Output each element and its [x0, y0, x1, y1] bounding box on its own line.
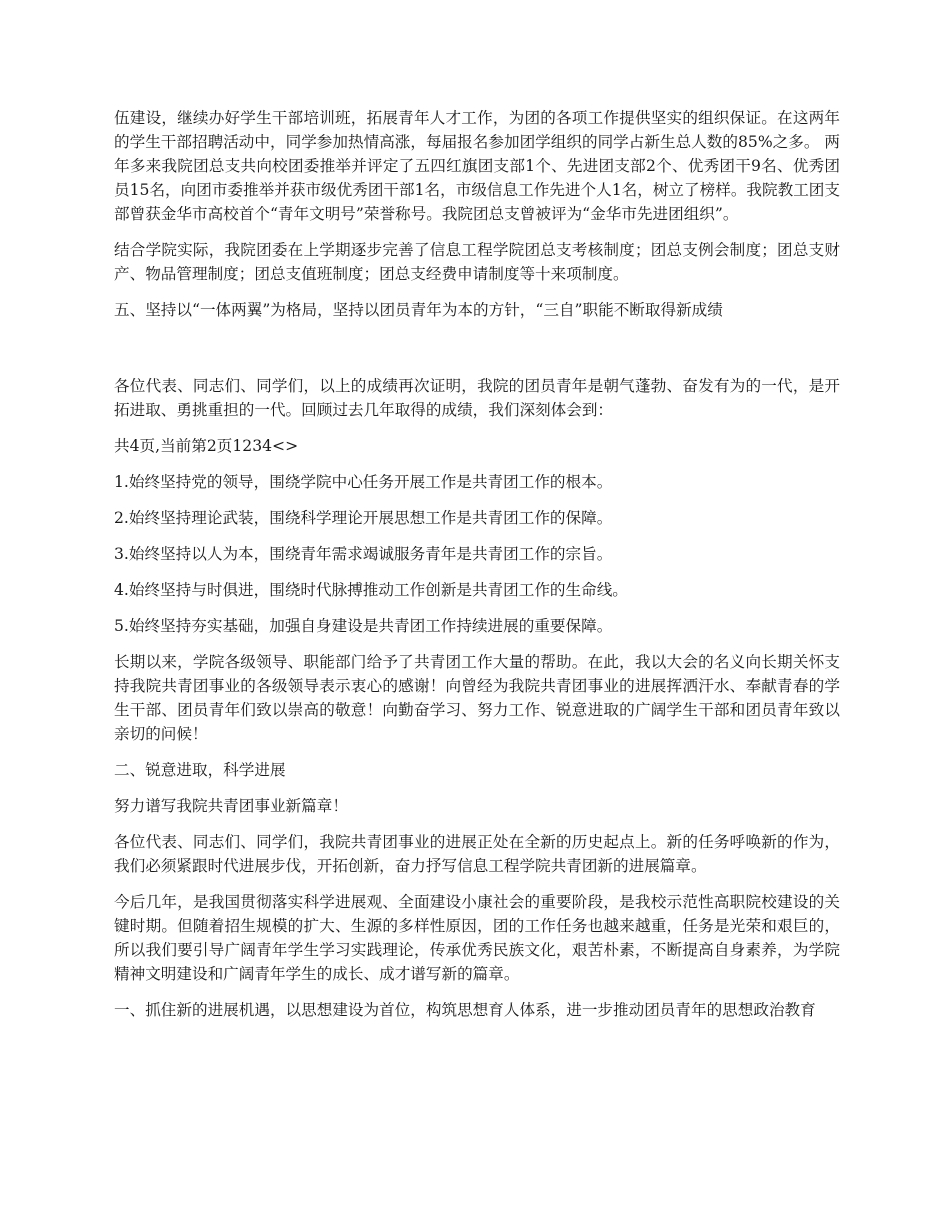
- pagination-text: 共4页,当前第2页1234<>: [114, 437, 299, 455]
- paragraph-gratitude: 长期以来，学院各级领导、职能部门给予了共青团工作大量的帮助。在此，我以大会的名义向长期关怀支持我院共青团事业的各级领导表示衷心的感谢！向曾经为我院共青团事业的进展挥洒汗水、奉献青春的学生干部、团员青年们致以崇高的敬意！向勤奋学习、努力工作、锐意进取的广阔学生干部和团员青年致以亲切的问候！: [114, 653, 840, 743]
- section-heading-one: 一、抓住新的进展机遇，以思想建设为首位，构筑思想育人体系，进一步推动团员青年的思想政治教育: [114, 1001, 816, 1019]
- section-heading-five: 五、坚持以“一体两翼”为格局，坚持以团员青年为本的方针，“三自”职能不断取得新成绩: [114, 301, 723, 319]
- paragraph-coming-years: 今后几年，是我国贯彻落实科学进展观、全面建设小康社会的重要阶段，是我校示范性高职院校建设的关键时期。但随着招生规模的扩大、生源的多样性原因，团的工作任务也越来越重，任务是光荣和艰巨的，所以我们要引导广阔青年学生学习实践理论，传承优秀民族文化，艰苦朴素，不断提高自身素养，为学院精神文明建设和广阔青年学生的成长、成才谱写新的篇章。: [114, 893, 840, 983]
- list-item-5: 5.始终坚持夯实基础，加强自身建设是共青团工作持续进展的重要保障。: [114, 617, 613, 635]
- list-item-3: 3.始终坚持以人为本，围绕青年需求竭诚服务青年是共青团工作的宗旨。: [114, 545, 613, 563]
- section-subheading: 努力谱写我院共青团事业新篇章！: [114, 797, 348, 815]
- paragraph-organization-building: 伍建设，继续办好学生干部培训班，拓展青年人才工作，为团的各项工作提供坚实的组织保证。在这两年的学生干部招聘活动中，同学参加热情高涨，每届报名参加团学组织的同学占新生总人数的85%之多。 两年多来我院团总支共向校团委推举并评定了五四红旗团支部1个、先进团支部2个、优秀团干9名、优秀团员15名，向团市委推举并获市级优秀团干部1名，市级信息工作先进个人1名，树立了榜样。我院教工团支部曾获金华市高校首个“青年文明号”荣誉称号。我院团总支曾被评为“金华市先进团组织”。: [114, 109, 840, 223]
- list-item-1: 1.始终坚持党的领导，围绕学院中心任务开展工作是共青团工作的根本。: [114, 473, 613, 491]
- list-item-2: 2.始终坚持理论武装，围绕科学理论开展思想工作是共青团工作的保障。: [114, 509, 613, 527]
- list-item-4: 4.始终坚持与时俱进，围绕时代脉搏推动工作创新是共青团工作的生命线。: [114, 581, 628, 599]
- paragraph-new-starting-point: 各位代表、同志们、同学们，我院共青团事业的进展正处在全新的历史起点上。新的任务呼唤新的作为，我们必须紧跟时代进展步伐，开拓创新，奋力抒写信息工程学院共青团新的进展篇章。: [114, 833, 840, 875]
- paragraph-achievements-proof: 各位代表、同志们、同学们，以上的成绩再次证明，我院的团员青年是朝气蓬勃、奋发有为的一代，是开拓进取、勇挑重担的一代。回顾过去几年取得的成绩，我们深刻体会到：: [114, 377, 840, 419]
- section-heading-two: 二、锐意进取，科学进展: [114, 761, 286, 779]
- document-page: [114, 106, 840, 1034]
- paragraph-system-improvement: 结合学院实际，我院团委在上学期逐步完善了信息工程学院团总支考核制度；团总支例会制度；团总支财产、物品管理制度；团总支值班制度；团总支经费申请制度等十来项制度。: [114, 241, 840, 283]
